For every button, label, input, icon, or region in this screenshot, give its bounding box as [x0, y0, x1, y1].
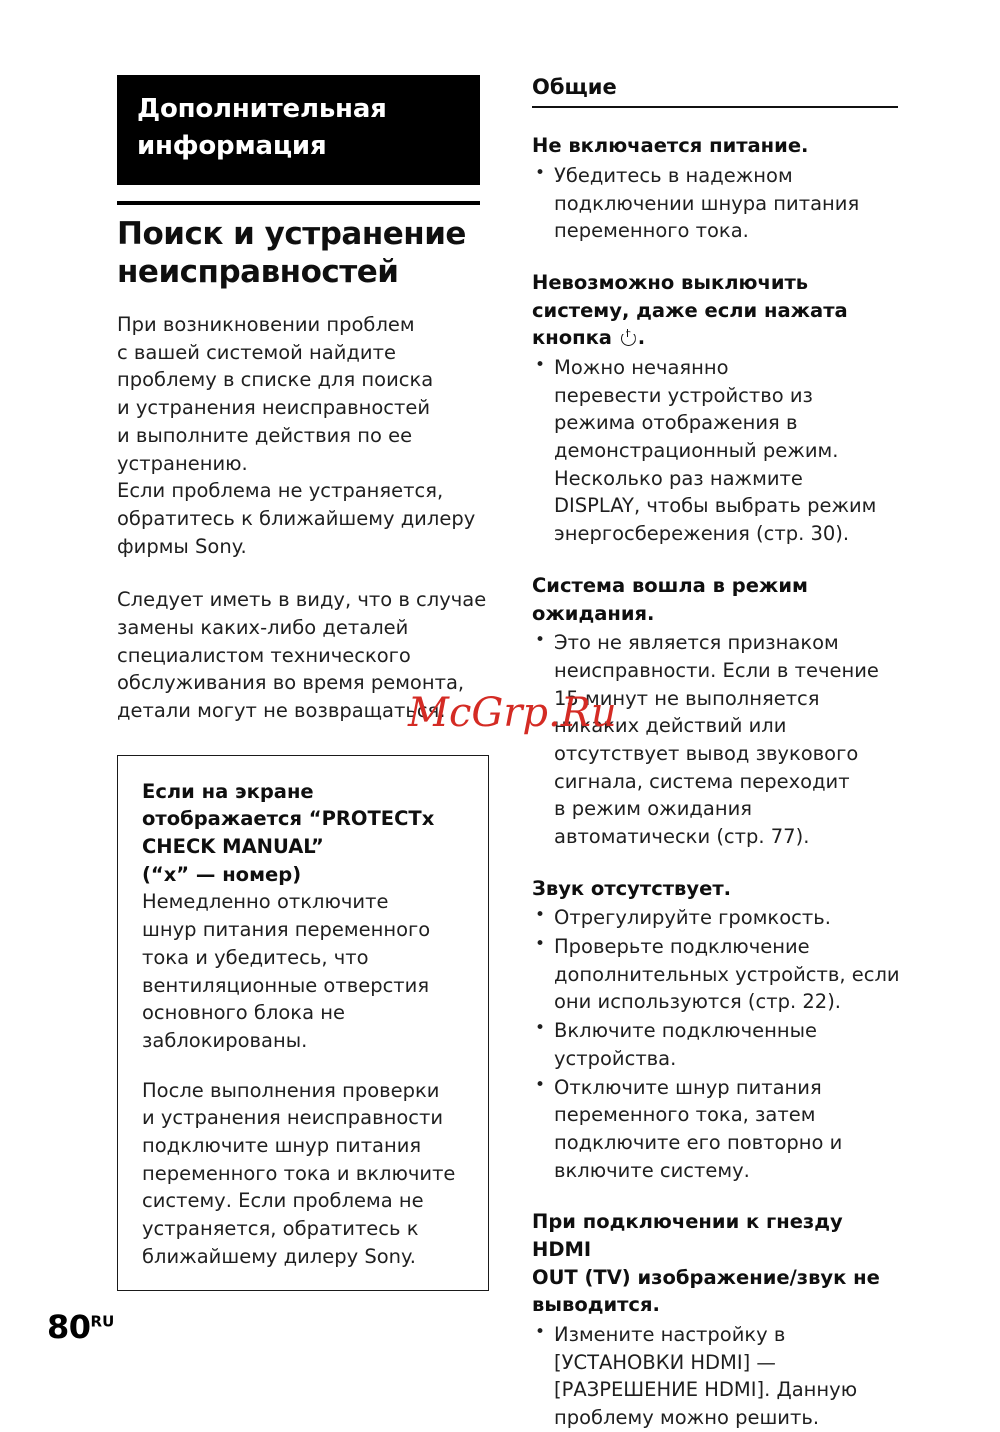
list-item: [532, 1321, 900, 1432]
page-title-line-2: неисправностей: [117, 253, 399, 290]
second-line-4: обслуживания во время ремонта,: [117, 671, 465, 695]
chapter-banner-line-2: информация: [137, 130, 327, 161]
list-item: [532, 629, 900, 851]
list-item: [532, 933, 900, 1016]
bullet-line-3: подключите его повторно и: [554, 1130, 843, 1154]
symptom-bullets-cannot-turn-off: [532, 354, 900, 548]
page-title-line-1: Поиск и устранение: [117, 215, 466, 252]
note-p2-line-2: и устранения неисправности: [142, 1106, 444, 1130]
bullet-line-3: 15 минут не выполняется: [554, 686, 820, 710]
list-item: [532, 162, 900, 245]
bullet-line-1: • Отключите шнур питания: [554, 1075, 822, 1099]
bullet-line-2: устройства.: [554, 1046, 677, 1070]
symptom-heading-cannot-turn-off: [532, 269, 900, 352]
symptom-bullets-power-on: [532, 162, 900, 245]
bullet-line-1: • Убедитесь в надежном: [554, 163, 793, 187]
bullet-line-2: дополнительных устройств, если: [554, 962, 900, 986]
second-line-2: замены каких-либо деталей: [117, 615, 409, 639]
note-p1-line-1: Немедленно отключите: [142, 890, 389, 914]
intro-line-7: Если проблема не устраняется,: [117, 479, 444, 503]
intro-paragraph: [117, 311, 489, 560]
note-p1-line-4: вентиляционные отверстия: [142, 973, 430, 997]
symptom-heading-power-on: [532, 132, 900, 160]
note-p1-line-6: заблокированы.: [142, 1028, 308, 1052]
bullet-line-6: сигнала, система переходит: [554, 769, 850, 793]
second-paragraph: [117, 586, 489, 724]
note-p2-line-4: переменного тока и включите: [142, 1161, 456, 1185]
symptom-heading-hdmi: [532, 1208, 900, 1319]
symptom-cannot-off-line-2: систему, даже если нажата: [532, 298, 848, 322]
symptom-cannot-off-line-3-prefix: кнопка: [532, 326, 619, 350]
page-number: [47, 1308, 114, 1346]
note-p1-line-3: тока и убедитесь, что: [142, 945, 369, 969]
left-column: [117, 75, 489, 1291]
bullet-line-1: • Проверьте подключение: [554, 935, 810, 959]
symptom-cannot-off-line-3-suffix: .: [637, 326, 646, 350]
symptom-heading-no-sound: [532, 875, 900, 903]
bullet-line-5: Несколько раз нажмите: [554, 466, 803, 490]
note-p2-line-6: устраняется, обратитесь к: [142, 1217, 419, 1240]
bullet-line-4: включите систему.: [554, 1158, 750, 1182]
intro-line-6: устранению.: [117, 451, 248, 475]
bullet-line-6: DISPLAY, чтобы выбрать режим: [554, 494, 877, 518]
chapter-banner-line-1: Дополнительная: [137, 94, 387, 124]
symptom-no-sound-line-1: Звук отсутствует.: [532, 876, 732, 900]
bullet-line-4: демонстрационный режим.: [554, 439, 839, 463]
note-p2-line-5: систему. Если проблема не: [142, 1189, 424, 1213]
symptom-hdmi-line-1: При подключении к гнезду HDMI: [532, 1210, 843, 1261]
second-line-3: специалистом технического: [117, 643, 411, 667]
symptom-power-on-line-1: Не включается питание.: [532, 134, 809, 158]
bullet-line-2: подключении шнура питания: [554, 191, 860, 215]
bullet-line-3: переменного тока.: [554, 219, 749, 243]
second-line-5: детали могут не возвращаться.: [117, 699, 446, 722]
section-divider: [532, 106, 898, 108]
note-box-title: [142, 778, 466, 889]
bullet-line-2: переменного тока, затем: [554, 1103, 816, 1127]
note-title-line-3: CHECK MANUAL”: [142, 835, 324, 859]
title-divider: [117, 201, 480, 205]
bullet-line-5: отсутствует вывод звукового: [554, 741, 859, 765]
intro-line-4: и устранения неисправностей: [117, 396, 431, 420]
symptom-heading-standby: [532, 572, 900, 627]
bullet-line-3: они используются (стр. 22).: [554, 990, 841, 1014]
page-title: [117, 215, 489, 291]
bullet-line-7: энергосбережения (стр. 30).: [554, 522, 850, 546]
symptom-cannot-off-line-1: Невозможно выключить: [532, 270, 809, 294]
intro-line-5: и выполните действия по ее: [117, 423, 413, 447]
symptom-cannot-off-line-3: [532, 324, 900, 352]
note-title-line-1: Если на экране: [142, 779, 314, 803]
symptom-bullets-hdmi: [532, 1321, 900, 1432]
note-p2-line-1: После выполнения проверки: [142, 1078, 440, 1102]
note-title-line-2: отображается “PROTECTx: [142, 807, 435, 831]
bullet-line-3: режима отображения в: [554, 411, 798, 435]
note-p1-line-5: основного блока не: [142, 1001, 345, 1025]
page-number-suffix: RU: [90, 1312, 115, 1331]
list-item: [532, 1074, 900, 1185]
bullet-line-2: перевести устройство из: [554, 383, 813, 407]
power-icon: [620, 329, 637, 346]
symptom-bullets-no-sound: [532, 904, 900, 1184]
second-line-1: Следует иметь в виду, что в случае: [117, 588, 487, 612]
note-box-paragraph-2: [142, 1077, 466, 1271]
note-p2-line-7: ближайшему дилеру Sony.: [142, 1244, 416, 1268]
page-number-value: 80: [47, 1308, 91, 1346]
intro-line-1: При возникновении проблем: [117, 313, 415, 337]
right-column: [532, 75, 900, 1432]
note-box-paragraph-1: [142, 888, 466, 1054]
symptom-standby-line-2: ожидания.: [532, 601, 655, 625]
symptom-standby-line-1: Система вошла в режим: [532, 573, 808, 597]
protect-note-box: [117, 755, 489, 1292]
list-item: [532, 904, 900, 932]
list-item: [532, 354, 900, 548]
intro-line-8: обратитесь к ближайшему дилеру: [117, 506, 476, 530]
bullet-line-1: • Это не является признаком: [554, 631, 839, 655]
bullet-line-3: [РАЗРЕШЕНИЕ HDMI]. Данную: [554, 1378, 858, 1402]
note-p1-line-2: шнур питания переменного: [142, 918, 431, 942]
chapter-banner: [117, 75, 480, 185]
bullet-line-2: неисправности. Если в течение: [554, 658, 879, 682]
bullet-line-1: • Отрегулируйте громкость.: [554, 906, 831, 930]
intro-line-2: с вашей системой найдите: [117, 340, 396, 364]
note-p2-line-3: подключите шнур питания: [142, 1133, 422, 1157]
bullet-line-7: в режим ожидания: [554, 797, 752, 821]
bullet-line-1: • Можно нечаянно: [554, 356, 729, 379]
bullet-line-8: автоматически (стр. 77).: [554, 825, 810, 848]
bullet-line-1: • Включите подключенные: [554, 1019, 818, 1043]
bullet-line-4: проблему можно решить.: [554, 1406, 820, 1430]
watermark: McGrp.Ru: [408, 690, 617, 736]
symptom-hdmi-line-3: выводится.: [532, 1293, 660, 1317]
symptom-hdmi-line-2: OUT (TV) изображение/звук не: [532, 1265, 880, 1289]
intro-line-3: проблему в списке для поиска: [117, 368, 434, 392]
bullet-line-1: • Измените настройку в: [554, 1323, 786, 1346]
bullet-line-2: [УСТАНОВКИ HDMI] —: [554, 1350, 776, 1374]
symptom-bullets-standby: [532, 629, 900, 851]
bullet-line-4: никаких действий или: [554, 714, 787, 738]
list-item: [532, 1017, 900, 1072]
intro-line-9: фирмы Sony.: [117, 534, 247, 558]
note-title-line-4: (“x” — номер): [142, 862, 302, 886]
section-heading-general: Общие: [532, 75, 617, 99]
